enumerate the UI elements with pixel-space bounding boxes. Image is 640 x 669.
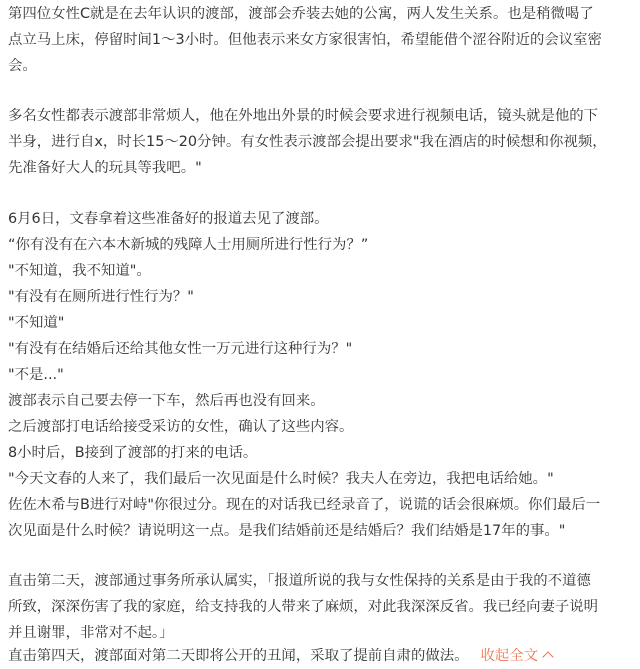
paragraph-3-line-6: "有没有在结婚后还给其他女性一万元进行这种行为？" bbox=[8, 341, 353, 357]
paragraph-4-line-2: 所致，深深伤害了我的家庭，给支持我的人带来了麻烦，对此我深深反省。我已经向妻子说明 bbox=[8, 599, 599, 615]
paragraph-3-line-10: 8小时后，B接到了渡部的打来的电话。 bbox=[8, 445, 258, 461]
paragraph-3-line-13: 次见面是什么时候？请说明这一点。是我们结婚前还是结婚后？我们结婚是17年的事。" bbox=[8, 523, 566, 539]
paragraph-3-line-1: 6月6日，文春拿着这些准备好的报道去见了渡部。 bbox=[8, 211, 329, 227]
paragraph-3-line-7: "不是..." bbox=[8, 367, 64, 383]
paragraph-3-line-3: "不知道，我不知道"。 bbox=[8, 263, 151, 279]
paragraph-3-line-9: 之后渡部打电话给接受采访的女性，确认了这些内容。 bbox=[8, 419, 354, 435]
paragraph-2-line-2: 半身，进行自x，时长15～20分钟。有女性表示渡部会提出要求"我在酒店的时候想和你视频， bbox=[8, 134, 607, 150]
paragraph-3-line-12: 佐佐木希与B进行对峙"你很过分。现在的对话我已经录音了，说谎的话会很麻烦。你们最后一 bbox=[8, 497, 601, 513]
paragraph-3-line-4: "有没有在厕所进行性行为？" bbox=[8, 289, 194, 305]
paragraph-4-line-3: 并且谢罪，非常对不起。」 bbox=[8, 625, 174, 641]
paragraph-3-line-5: "不知道" bbox=[8, 315, 65, 331]
paragraph-4-line-4: 直击第四天，渡部面对第二天即将公开的丑闻，采取了提前自肃的做法。 bbox=[8, 648, 469, 664]
paragraph-3-line-2: “你有没有在六本木新城的残障人士用厕所进行性行为？” bbox=[8, 237, 369, 253]
paragraph-3-line-11: "今天文春的人来了，我们最后一次见面是什么时候？我夫人在旁边，我把电话给她。" bbox=[8, 471, 554, 487]
collapse-full-text-label: 收起全文 bbox=[480, 648, 539, 664]
paragraph-1-line-2: 点立马上床，停留时间1～3小时。但他表示来女方家很害怕，希望能借个涩谷附近的会议室密 bbox=[8, 32, 602, 48]
paragraph-4-line-4-wrapper bbox=[8, 643, 632, 669]
paragraph-3-line-8: 渡部表示自己要去停一下车，然后再也没有回来。 bbox=[8, 393, 325, 409]
paragraph-2-line-1: 多名女性都表示渡部非常烦人，他在外地出外景的时候会要求进行视频电话，镜头就是他的下 bbox=[8, 108, 599, 124]
paragraph-2-line-3: 先准备好大人的玩具等我吧。" bbox=[8, 160, 202, 176]
chevron-up-icon bbox=[542, 651, 553, 662]
paragraph-4-line-1: 直击第二天，渡部通过事务所承认属实，「报道所说的我与女性保持的关系是由于我的不道德 bbox=[8, 573, 591, 589]
collapse-full-text-link[interactable] bbox=[481, 648, 553, 664]
paragraph-1-line-3: 会。 bbox=[8, 58, 37, 74]
paragraph-1-line-1: 第四位女性C就是在去年认识的渡部，渡部会乔装去她的公寓，两人发生关系。也是稍微喝了 bbox=[8, 6, 594, 22]
